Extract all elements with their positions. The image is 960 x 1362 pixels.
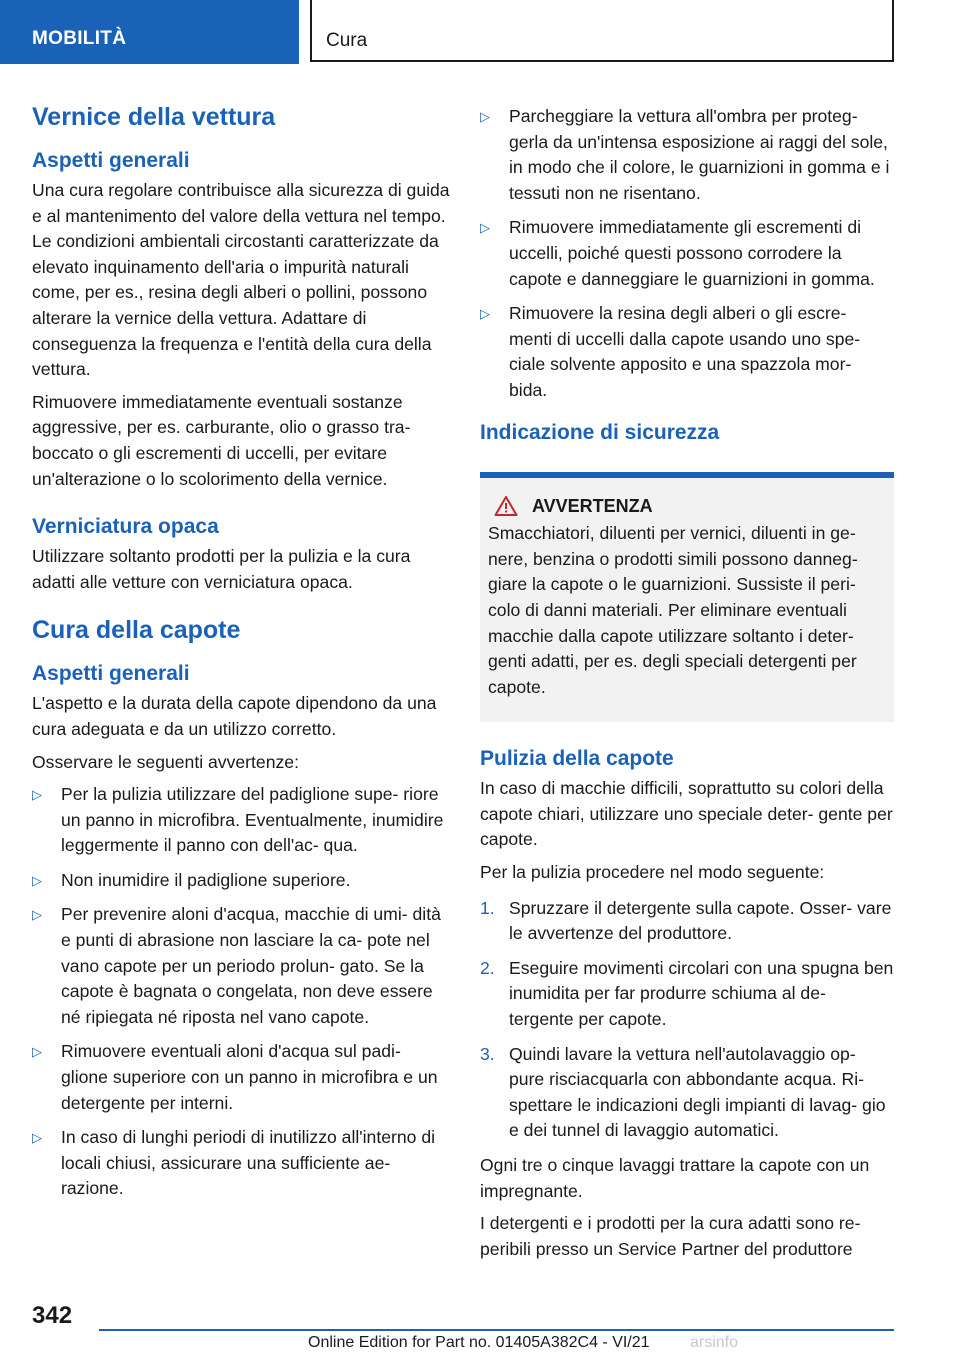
list-item: ▷ Rimuovere la resina degli alberi o gli escre- menti di uccelli dalla capote usando uno spe- ciale solvente apposito e una spazzola mor- bida. bbox=[480, 303, 861, 400]
footer-watermark: arsinfo bbox=[690, 1334, 739, 1351]
left-bullet-list bbox=[32, 782, 450, 1202]
warning-header bbox=[488, 494, 886, 520]
list-item: ▷ In caso di lunghi periodi di inutilizzo all'interno di locali chiusi, assicurare una sufficiente ae- razione. bbox=[32, 1127, 436, 1199]
list-item: ▷ Per prevenire aloni d'acqua, macchie di umi- dità e punti di abrasione non lasciare la ca- pote nel vano capote per un periodo prolun- gato. Se la capote è bagnata o congelata, non deve essere né ripiegata né riposta nel vano capote. bbox=[32, 904, 441, 1027]
list-item: ▷ Rimuovere eventuali aloni d'acqua sul padi- glione superiore con un panno in microfibra e un detergente per interni. bbox=[32, 1041, 438, 1113]
warning-text: Smacchiatori, diluenti per vernici, diluenti in ge- nere, benzina o prodotti simili possono danneg- giare la capote o le guarnizioni. Sussiste il peri- colo di danni materiali. Per eliminare eventuali macchie dalla capote utilizzare soltanto i deter- genti adatti, per es. degli speciali detergenti per capote. bbox=[488, 523, 858, 697]
heading-cura-capote: Cura della capote bbox=[32, 616, 241, 645]
warning-title: AVVERTENZA bbox=[532, 495, 653, 516]
steps-list bbox=[480, 896, 894, 1144]
heading-indicazione-sicurezza: Indicazione di sicurezza bbox=[480, 420, 720, 444]
page-number: 342 bbox=[32, 1302, 73, 1329]
triangle-right-icon: ▷ bbox=[480, 220, 490, 236]
triangle-right-icon: ▷ bbox=[32, 787, 42, 803]
paragraph-ogni-tre: Ogni tre o cinque lavaggi trattare la capote con un impregnante. bbox=[480, 1155, 870, 1201]
heading-verniciatura-opaca: Verniciatura opaca bbox=[32, 515, 219, 539]
section-title: MOBILITÀ bbox=[32, 28, 127, 49]
paragraph-cura-regolare: Una cura regolare contribuisce alla sicurezza di guida e al mantenimento del valore della vettura nel tempo. Le condizioni ambientali circostanti caratterizzate da elevato inquinamento dell'aria o impurità naturali come, per es., resina degli alberi o pollini, possono alterare la vernice della vettura. Adattare di conseguenza la frequenza e l'entità della cura della vettura. bbox=[32, 180, 450, 380]
heading-aspetti-generali-2: Aspetti generali bbox=[32, 662, 190, 686]
list-item: 3. Quindi lavare la vettura nell'autolavaggio op- pure risciacquarla con abbondante acqua. Ri- spettare le indicazioni degli impianti di lavag- gio e dei tunnel di lavaggio automatici. bbox=[480, 1043, 886, 1141]
paragraph-rimuovere-sostanze: Rimuovere immediatamente eventuali sostanze aggressive, per es. carburante, olio o grasso tra- boccato o gli escrementi di uccelli, per evitare un'alterazione o lo scolorimento della vernice. bbox=[32, 391, 411, 489]
paragraph-opaca: Utilizzare soltanto prodotti per la pulizia e la cura adatti alle vetture con verniciatura opaca. bbox=[32, 546, 411, 592]
paragraph-osservare: Osservare le seguenti avvertenze: bbox=[32, 751, 299, 772]
right-column bbox=[480, 104, 894, 1269]
triangle-right-icon: ▷ bbox=[32, 907, 42, 923]
header-section-label bbox=[0, 0, 299, 64]
list-item: ▷ Parcheggiare la vettura all'ombra per proteg- gerla da un'intensa esposizione ai raggi del sole, in modo che il colore, le guarnizioni in gomma e i tessuti non ne risentano. bbox=[480, 106, 890, 203]
paragraph-detergenti: I detergenti e i prodotti per la cura adatti sono re- peribili presso un Service Partner del produttore bbox=[480, 1213, 861, 1259]
right-bullet-list bbox=[480, 104, 894, 404]
left-column bbox=[32, 100, 450, 1211]
list-item: 2. Eseguire movimenti circolari con una spugna ben inumidita per far produrre schiuma al de- tergente per capote. bbox=[480, 957, 894, 1030]
triangle-right-icon: ▷ bbox=[32, 1130, 42, 1146]
footer-edition: Online Edition for Part no. 01405A382C4 - VI/21 bbox=[308, 1334, 650, 1351]
heading-pulizia-capote: Pulizia della capote bbox=[480, 747, 674, 771]
triangle-right-icon: ▷ bbox=[32, 1044, 42, 1060]
list-item: 1. Spruzzare il detergente sulla capote. Osser- vare le avvertenze del produttore. bbox=[480, 897, 892, 944]
list-item: ▷ Non inumidire il padiglione superiore. bbox=[32, 868, 450, 894]
list-item: ▷ Per la pulizia utilizzare del padiglione supe- riore un panno in microfibra. Eventualmente, inumidire leggermente il panno con dell'ac- qua. bbox=[32, 784, 444, 856]
paragraph-procedere: Per la pulizia procedere nel modo seguente: bbox=[480, 862, 825, 883]
list-item: ▷ Rimuovere immediatamente gli escrementi di uccelli, poiché questi possono corrodere la capote e danneggiare le guarnizioni in gomma. bbox=[480, 217, 875, 289]
heading-vernice: Vernice della vettura bbox=[32, 103, 276, 131]
heading-aspetti-generali-1: Aspetti generali bbox=[32, 149, 190, 172]
warning-triangle-icon bbox=[494, 495, 518, 517]
triangle-right-icon: ▷ bbox=[480, 306, 490, 322]
paragraph-aspetto-capote: L'aspetto e la durata della capote dipendono da una cura adeguata e da un utilizzo corretto. bbox=[32, 693, 437, 739]
triangle-right-icon: ▷ bbox=[32, 872, 42, 888]
paragraph-macchie-difficili: In caso di macchie difficili, soprattutto su colori della capote chiari, utilizzare uno speciale deter- gente per capote. bbox=[480, 778, 893, 850]
triangle-right-icon: ▷ bbox=[480, 109, 490, 124]
chapter-title: Cura bbox=[326, 30, 368, 51]
header-chapter-tab bbox=[310, 0, 894, 62]
warning-box bbox=[480, 472, 894, 723]
footer-divider bbox=[99, 1329, 894, 1331]
